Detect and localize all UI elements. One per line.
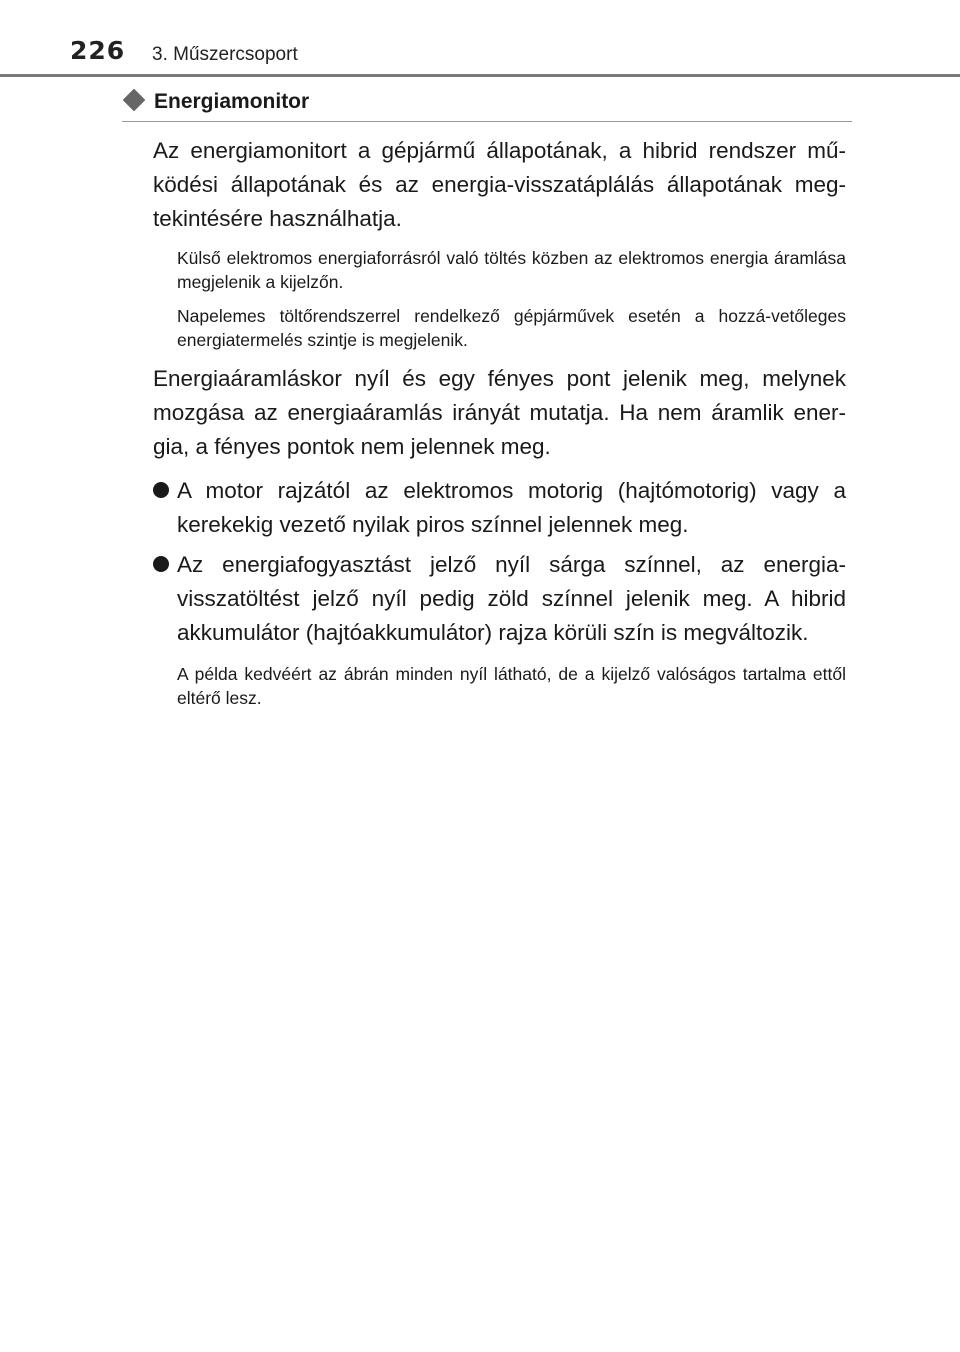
page-header [0, 0, 960, 78]
bullet-dot-icon [153, 556, 169, 572]
section-heading [122, 88, 852, 122]
page-number: 226 [70, 36, 126, 65]
bullet-text: A motor rajzától az elektromos motorig (hajtómotorig) vagy a kerekekig vezető nyilak piros színnel jelennek meg. [177, 478, 846, 537]
bullet-dot-icon [153, 482, 169, 498]
header-rule [0, 74, 960, 77]
note-charging: Külső elektromos energiaforrásról való töltés közben az elektromos energia áramlása megjelenik a kijelzőn. [177, 248, 846, 292]
note-solar: Napelemes töltőrendszerrel rendelkező gépjárművek esetén a hozzá-vetőleges energiatermelés szintje is megjelenik. [177, 306, 846, 350]
bullet-item [153, 548, 846, 650]
section-title: Energiamonitor [154, 90, 310, 113]
diamond-icon [123, 89, 146, 112]
heading-rule [122, 121, 852, 122]
bullet-text: Az energiafogyasztást jelző nyíl sárga színnel, az energia-visszatöltést jelző nyíl pedig zöld színnel jelenik meg. A hibrid akkumulátor (hajtóakkumulátor) rajza körüli szín is megváltozik. [177, 552, 846, 645]
note-example: A példa kedvéért az ábrán minden nyíl látható, de a kijelző valóságos tartalma ettől eltérő lesz. [177, 664, 846, 708]
content-body [153, 134, 846, 720]
intro-paragraph: Az energiamonitort a gépjármű állapotának, a hibrid rendszer mű-ködési állapotának és az energia-visszatáplálás állapotának meg-tekintésére használhatja. [153, 138, 846, 231]
bullet-item [153, 474, 846, 542]
chapter-title: 3. Műszercsoport [152, 44, 298, 65]
flow-paragraph: Energiaáramláskor nyíl és egy fényes pont jelenik meg, melynek mozgása az energiaáramlás irányát mutatja. Ha nem áramlik ener-gia, a fényes pontok nem jelennek meg. [153, 366, 846, 459]
